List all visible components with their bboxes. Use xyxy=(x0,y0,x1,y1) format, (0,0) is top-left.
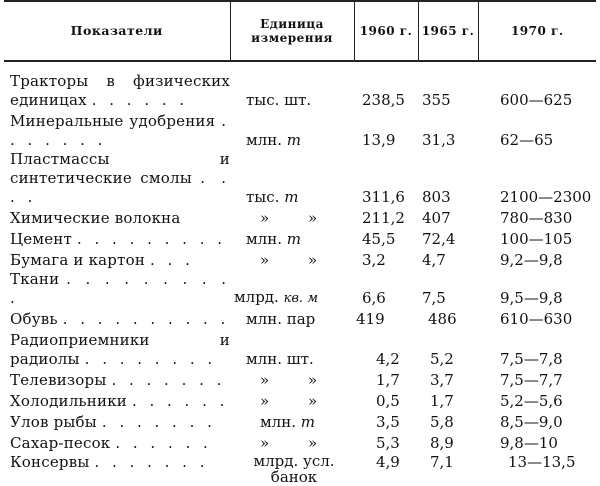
row-value-1970: 5,2—5,6 xyxy=(500,392,563,410)
row-value-1970: 100—105 xyxy=(500,230,573,248)
row-value-1965: 72,4 xyxy=(422,230,456,248)
row-value-1970: 9,5—9,8 xyxy=(500,289,563,307)
row-unit: млн. пар xyxy=(246,310,316,328)
row-value-1970: 7,5—7,8 xyxy=(500,350,563,368)
header-year-1960: 1960 г. xyxy=(354,1,418,61)
statistics-table xyxy=(4,0,596,485)
header-unit-line2: измерения xyxy=(251,31,333,45)
row-value-1965: 31,3 xyxy=(422,131,456,149)
row-unit: » » xyxy=(260,392,318,410)
row-value-1960: 238,5 xyxy=(362,91,405,109)
row-value-1960: 13,9 xyxy=(362,131,396,149)
row-indicator: Улов рыбы . . . . . . . xyxy=(10,413,216,431)
row-value-1965: 486 xyxy=(428,310,457,328)
row-unit: млрд. усл. банок xyxy=(253,452,335,486)
row-value-1960: 4,2 xyxy=(376,350,400,368)
row-value-1960: 4,9 xyxy=(376,453,400,471)
header-unit xyxy=(230,1,354,61)
row-unit: » » xyxy=(260,371,318,389)
row-value-1960: 211,2 xyxy=(362,209,405,227)
row-value-1960: 419 xyxy=(356,310,385,328)
table-row xyxy=(4,453,596,485)
row-value-1970: 8,5—9,0 xyxy=(500,413,563,431)
header-row xyxy=(4,1,596,61)
table-row xyxy=(4,329,596,369)
row-unit: » » xyxy=(260,434,318,452)
row-value-1960: 45,5 xyxy=(362,230,396,248)
row-value-1965: 8,9 xyxy=(430,434,454,452)
row-value-1965: 4,7 xyxy=(422,251,446,269)
row-indicator: Минеральные удобрения . . . . . . . xyxy=(10,112,230,149)
row-value-1965: 355 xyxy=(422,91,451,109)
row-value-1960: 1,7 xyxy=(376,371,400,389)
table-row xyxy=(4,110,596,150)
row-value-1965: 407 xyxy=(422,209,451,227)
row-value-1965: 5,8 xyxy=(430,413,454,431)
header-indicator: Показатели xyxy=(4,1,230,61)
table-row xyxy=(4,411,596,432)
row-unit: млн. т xyxy=(246,131,301,149)
row-indicator: Консервы . . . . . . . xyxy=(10,453,209,471)
table-row xyxy=(4,228,596,249)
row-unit: » » xyxy=(260,251,318,269)
table-row xyxy=(4,249,596,270)
table-row xyxy=(4,150,596,207)
table-row xyxy=(4,432,596,453)
row-value-1970: 13—13,5 xyxy=(508,453,576,471)
row-indicator: Бумага и картон . . . xyxy=(10,251,194,269)
header-unit-line1: Единица xyxy=(260,17,324,31)
row-value-1965: 803 xyxy=(422,188,451,206)
row-value-1960: 311,6 xyxy=(362,188,405,206)
row-indicator: Химические волокна xyxy=(10,209,181,227)
row-indicator: Обувь . . . . . . . . . . xyxy=(10,310,230,328)
table-row xyxy=(4,390,596,411)
row-value-1965: 3,7 xyxy=(430,371,454,389)
row-value-1970: 9,8—10 xyxy=(500,434,558,452)
row-indicator: Ткани . . . . . . . . . . xyxy=(10,270,231,307)
row-value-1970: 600—625 xyxy=(500,91,573,109)
row-indicator: Сахар-песок . . . . . . xyxy=(10,434,212,452)
header-year-1970: 1970 г. xyxy=(478,1,596,61)
row-value-1965: 5,2 xyxy=(430,350,454,368)
row-unit: млрд. кв. м xyxy=(234,288,318,306)
row-unit: тыс. т xyxy=(246,188,299,206)
row-value-1970: 9,2—9,8 xyxy=(500,251,563,269)
row-indicator: Телевизоры . . . . . . . xyxy=(10,371,226,389)
row-unit: млн. т xyxy=(260,413,315,431)
row-value-1960: 5,3 xyxy=(376,434,400,452)
row-indicator: Холодильники . . . . . . xyxy=(10,392,229,410)
row-value-1965: 1,7 xyxy=(430,392,454,410)
table-row xyxy=(4,61,596,110)
row-unit: млн. т xyxy=(246,230,301,248)
header-year-1965: 1965 г. xyxy=(418,1,478,61)
row-value-1970: 2100—2300 xyxy=(500,188,592,206)
row-value-1970: 610—630 xyxy=(500,310,573,328)
row-value-1970: 62—65 xyxy=(500,131,554,149)
row-value-1970: 7,5—7,7 xyxy=(500,371,563,389)
row-value-1970: 780—830 xyxy=(500,209,573,227)
table-row xyxy=(4,369,596,390)
row-unit: млн. шт. xyxy=(246,350,314,368)
row-value-1965: 7,1 xyxy=(430,453,454,471)
row-indicator: Пластмассы и синтетические смолы . . . . xyxy=(10,150,230,206)
table-row xyxy=(4,270,596,308)
row-value-1960: 3,5 xyxy=(376,413,400,431)
row-unit: » » xyxy=(260,209,318,227)
row-value-1960: 6,6 xyxy=(362,289,386,307)
row-value-1960: 0,5 xyxy=(376,392,400,410)
row-value-1965: 7,5 xyxy=(422,289,446,307)
row-indicator: Тракторы в физических единицах . . . . . . xyxy=(10,72,230,109)
table-row xyxy=(4,207,596,228)
row-indicator: Цемент . . . . . . . . . xyxy=(10,230,227,248)
row-unit: тыс. шт. xyxy=(246,91,312,109)
row-indicator: Радиоприемники и радиолы . . . . . . . . xyxy=(10,331,230,368)
row-value-1960: 3,2 xyxy=(362,251,386,269)
table-row xyxy=(4,308,596,329)
